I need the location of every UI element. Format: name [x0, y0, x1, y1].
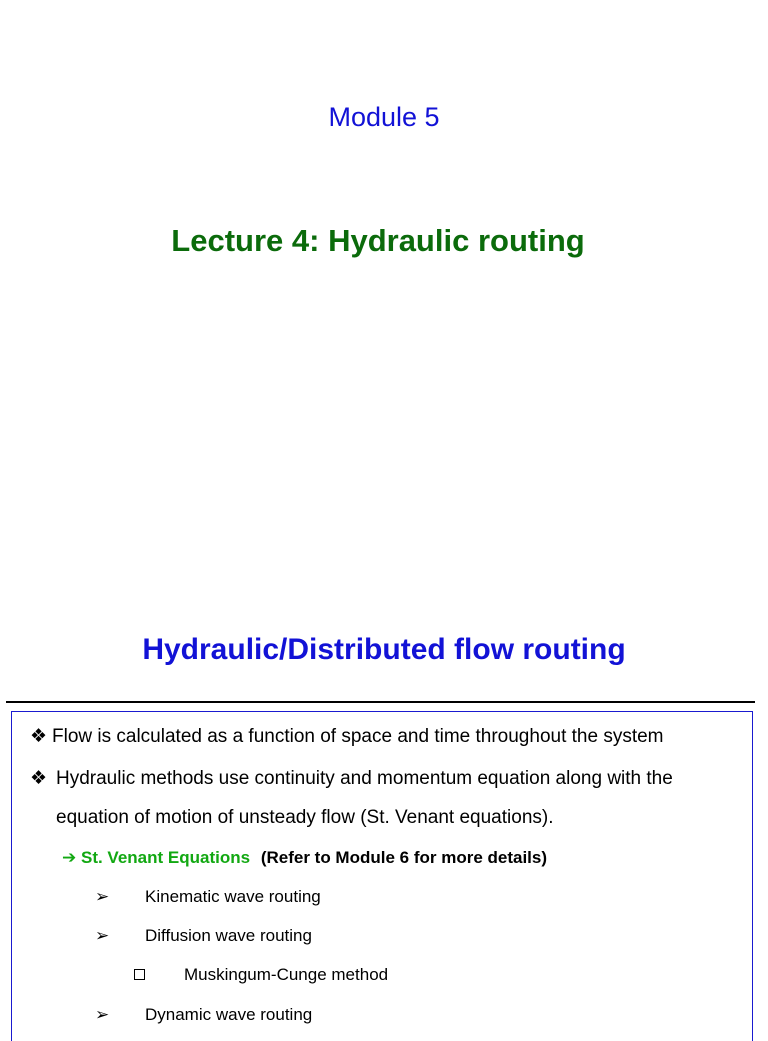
- triangle-arrow-icon: ➢: [95, 926, 110, 945]
- st-venant-note: (Refer to Module 6 for more details): [260, 848, 548, 867]
- content-box: [11, 711, 753, 1041]
- divider: [6, 701, 755, 703]
- triangle-arrow-icon: ➢: [95, 1005, 110, 1024]
- list-item-text: Dynamic wave routing: [145, 1005, 313, 1024]
- bullet-hydraulic-methods: [30, 766, 673, 792]
- right-arrow-icon: ➔: [62, 848, 77, 867]
- st-venant-line: [62, 846, 547, 870]
- bullet-text: Hydraulic methods use continuity and momentum equation along with the: [56, 768, 673, 789]
- checkbox-icon: [134, 963, 145, 987]
- bullet-hydraulic-methods-continued: equation of motion of unsteady flow (St. Venant equations).: [56, 807, 554, 828]
- lecture-title: Lecture 4: Hydraulic routing: [171, 223, 585, 258]
- diamond-bullet-icon: ❖: [30, 726, 48, 747]
- st-venant-label: St. Venant Equations: [80, 848, 251, 867]
- bullet-flow-calculated: [30, 724, 664, 750]
- triangle-arrow-icon: ➢: [95, 887, 110, 906]
- list-item-text: Kinematic wave routing: [145, 887, 321, 906]
- list-item-text: Muskingum-Cunge method: [184, 965, 389, 984]
- list-item-text: Diffusion wave routing: [145, 926, 312, 945]
- section-title: Hydraulic/Distributed flow routing: [142, 633, 626, 666]
- bullet-text: Flow is calculated as a function of space and time throughout the system: [52, 726, 664, 747]
- module-title: Module 5: [328, 102, 440, 132]
- diamond-bullet-icon: ❖: [30, 768, 48, 789]
